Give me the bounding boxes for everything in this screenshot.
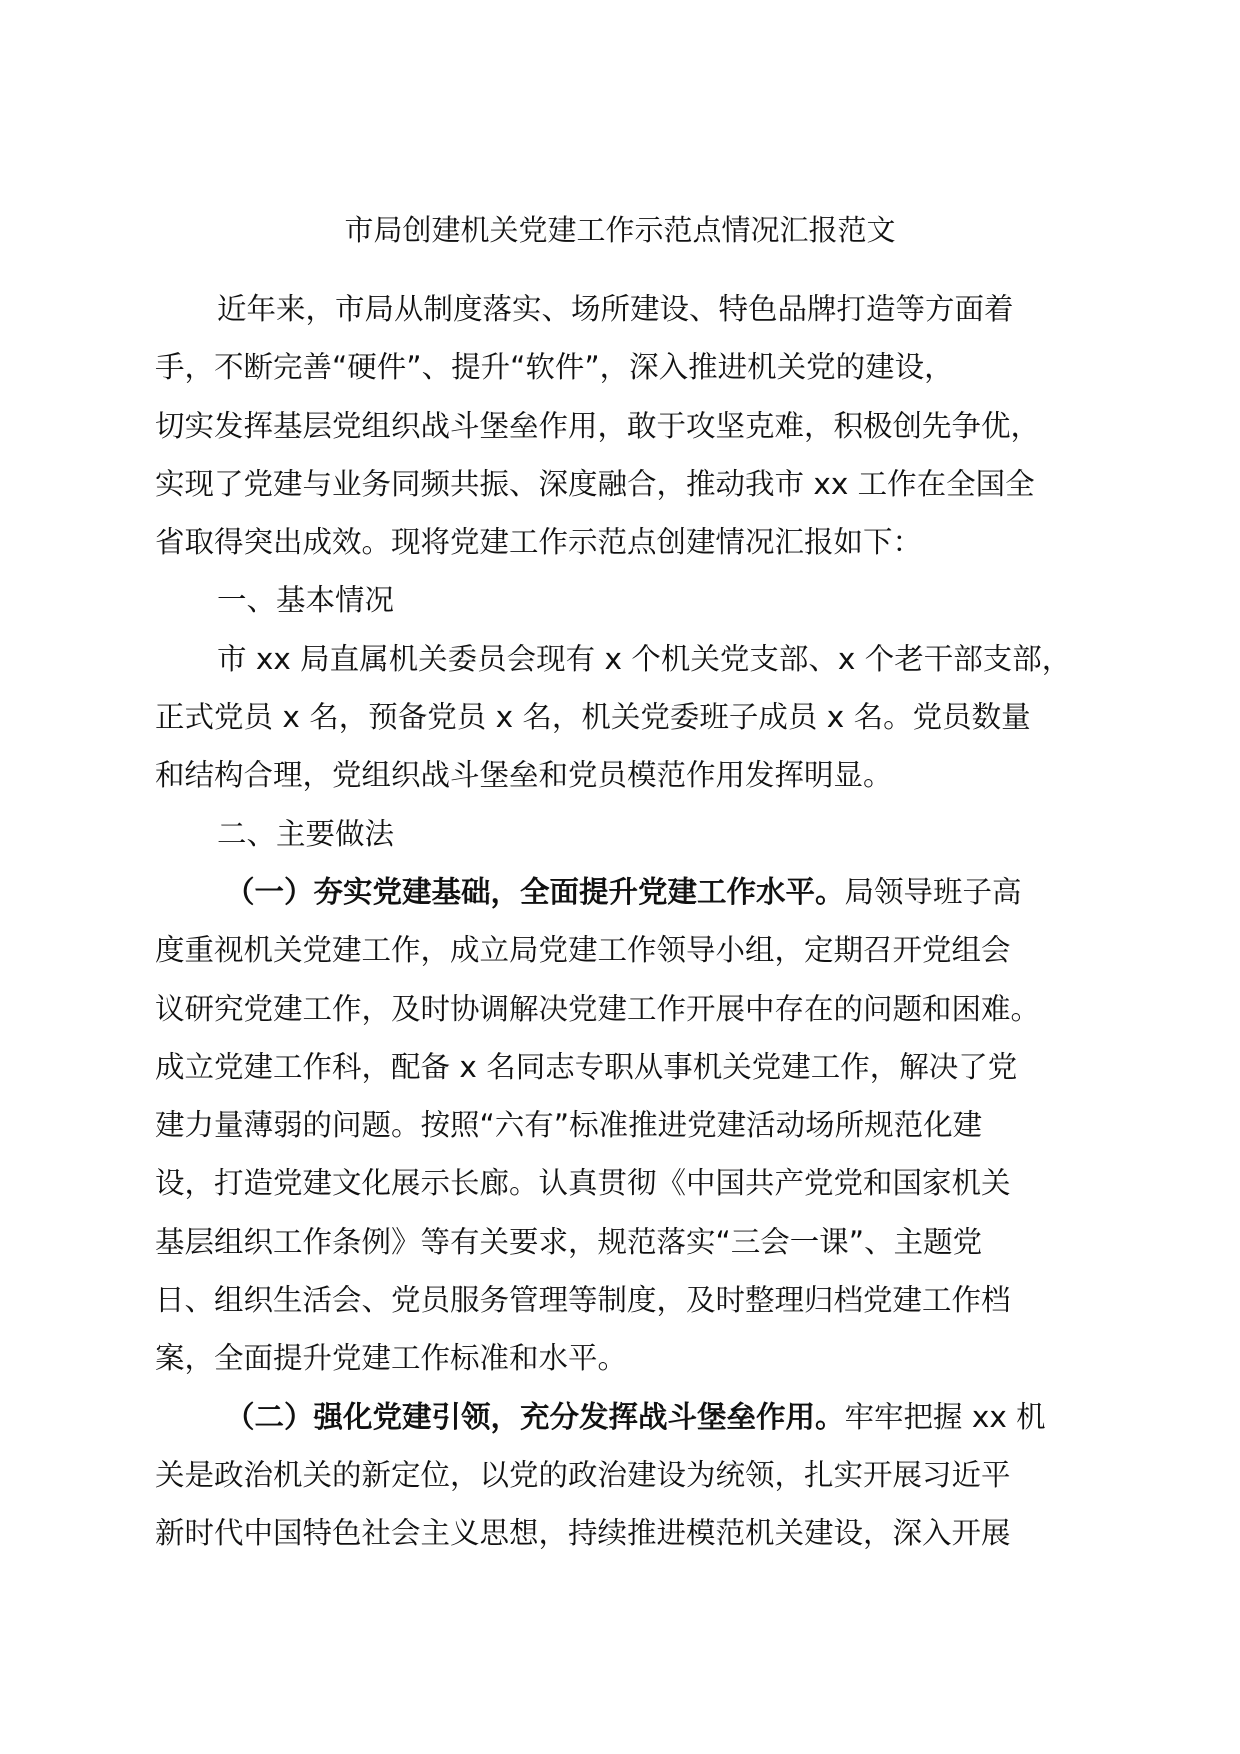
document-body bbox=[155, 280, 1075, 1563]
line-text: 一、基本情况 bbox=[217, 583, 395, 618]
paragraph-line bbox=[155, 980, 1075, 1038]
paragraph-line bbox=[155, 280, 1075, 338]
paragraph-line bbox=[155, 921, 1075, 979]
line-text: 实现了党建与业务同频共振、深度融合，推动我市 xx 工作在全国全 bbox=[155, 466, 1035, 501]
paragraph-line bbox=[155, 1446, 1075, 1504]
paragraph-line bbox=[155, 688, 1075, 746]
line-text: 案，全面提升党建工作标准和水平。 bbox=[155, 1341, 628, 1376]
line-text: 局领导班子高 bbox=[844, 874, 1022, 909]
line-text: 新时代中国特色社会主义思想，持续推进模范机关建设，深入开展 bbox=[155, 1516, 1011, 1551]
line-text: 度重视机关党建工作，成立局党建工作领导小组，定期召开党组会 bbox=[155, 933, 1011, 968]
paragraph-line bbox=[155, 1213, 1075, 1271]
line-text: 建力量薄弱的问题。按照“六有”标准推进党建活动场所规范化建 bbox=[155, 1108, 983, 1143]
paragraph-line bbox=[155, 1038, 1075, 1096]
line-text: 基层组织工作条例》等有关要求，规范落实“三会一课”、主题党 bbox=[155, 1224, 983, 1259]
line-text: 切实发挥基层党组织战斗堡垒作用，敢于攻坚克难，积极创先争优， bbox=[155, 408, 1041, 443]
paragraph-line bbox=[155, 513, 1075, 571]
paragraph-line bbox=[155, 1271, 1075, 1329]
subsection-heading: （二）强化党建引领，充分发挥战斗堡垒作用。 bbox=[225, 1399, 845, 1434]
line-text: 关是政治机关的新定位，以党的政治建设为统领，扎实开展习近平 bbox=[155, 1457, 1011, 1492]
paragraph-line bbox=[155, 1329, 1075, 1387]
line-text: 牢牢把握 xx 机 bbox=[844, 1399, 1046, 1434]
document-title: 市局创建机关党建工作示范点情况汇报范文 bbox=[344, 213, 896, 247]
subsection-heading: （一）夯实党建基础，全面提升党建工作水平。 bbox=[225, 874, 845, 909]
section-heading bbox=[155, 571, 1075, 629]
line-text: 手，不断完善“硬件”、提升“软件”，深入推进机关党的建设， bbox=[155, 350, 954, 385]
line-text: 议研究党建工作，及时协调解决党建工作开展中存在的问题和困难。 bbox=[155, 991, 1041, 1026]
paragraph-line bbox=[155, 1504, 1075, 1562]
paragraph-line bbox=[155, 1154, 1075, 1212]
paragraph-line bbox=[155, 863, 1075, 921]
section-heading bbox=[155, 805, 1075, 863]
line-text: 正式党员 x 名，预备党员 x 名，机关党委班子成员 x 名。党员数量 bbox=[155, 700, 1031, 735]
paragraph-line bbox=[155, 1096, 1075, 1154]
line-text: 成立党建工作科，配备 x 名同志专职从事机关党建工作，解决了党 bbox=[155, 1049, 1018, 1084]
paragraph-line bbox=[155, 397, 1075, 455]
line-text: 近年来，市局从制度落实、场所建设、特色品牌打造等方面着 bbox=[217, 292, 1014, 326]
paragraph-line bbox=[155, 746, 1075, 804]
line-text: 设，打造党建文化展示长廊。认真贯彻《中国共产党党和国家机关 bbox=[155, 1166, 1011, 1201]
paragraph-line bbox=[155, 455, 1075, 513]
line-text: 日、组织生活会、党员服务管理等制度，及时整理归档党建工作档 bbox=[155, 1283, 1011, 1318]
paragraph-line bbox=[155, 338, 1075, 396]
line-text: 市 xx 局直属机关委员会现有 x 个机关党支部、x 个老干部支部， bbox=[217, 641, 1072, 676]
line-text: 省取得突出成效。现将党建工作示范点创建情况汇报如下： bbox=[155, 525, 923, 560]
line-text: 二、主要做法 bbox=[217, 816, 395, 851]
line-text: 和结构合理，党组织战斗堡垒和党员模范作用发挥明显。 bbox=[155, 758, 893, 793]
paragraph-line bbox=[155, 1388, 1075, 1446]
paragraph-line bbox=[155, 630, 1075, 688]
